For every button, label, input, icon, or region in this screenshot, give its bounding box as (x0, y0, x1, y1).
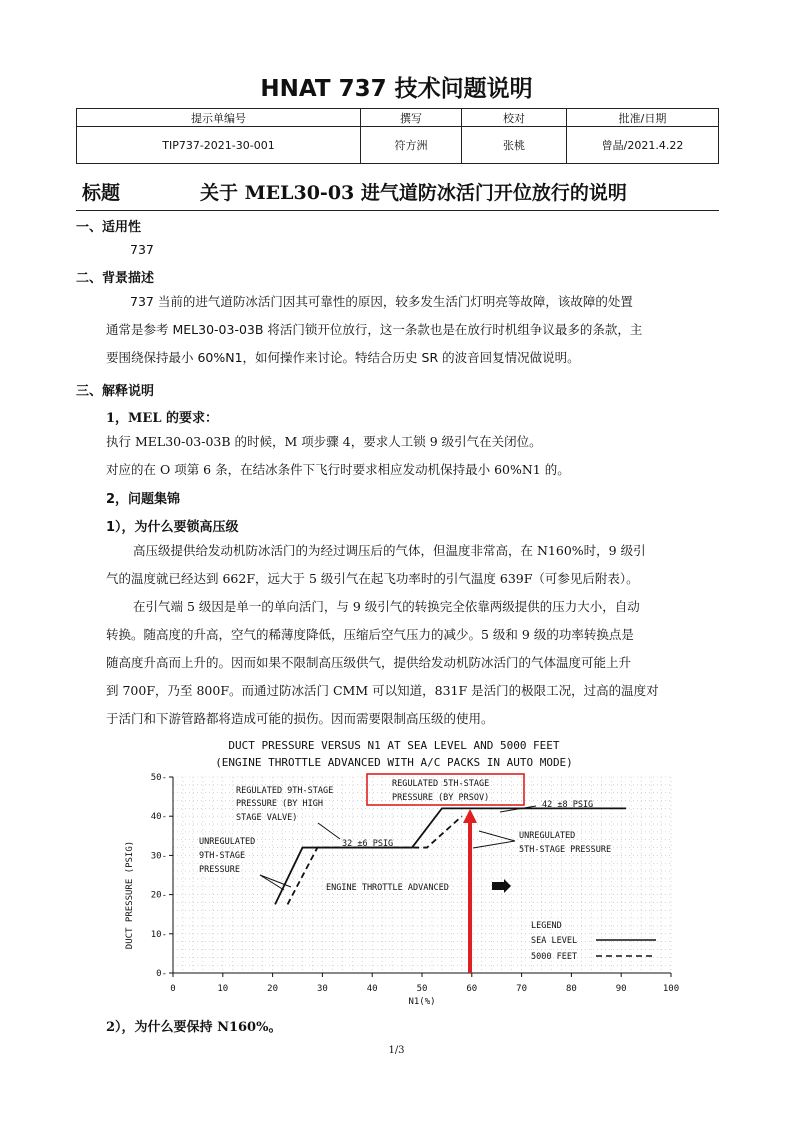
meta-header-number: 提示单编号 (77, 109, 361, 127)
meta-header-proofread: 校对 (462, 109, 567, 127)
annot-unreg5-2: 5TH-STAGE PRESSURE (519, 845, 612, 855)
x-tick-label: 90 (615, 984, 627, 994)
x-tick-label: 100 (662, 984, 680, 994)
y-tick-label: 10- (150, 929, 167, 940)
section-2-line-1: 737 当前的进气道防冰活门因其可靠性的原因，较多发生活门灯明亮等故障，该故障的处置 (130, 294, 633, 309)
x-tick-label: 10 (217, 984, 229, 994)
chart-subtitle: (ENGINE THROTTLE ADVANCED WITH A/C PACKS IN AUTO MODE) (215, 756, 573, 769)
mel-line-1: 执行 MEL30-03-03B 的时候，M 项步骤 4，要求人工锁 9 级引气在关闭位。 (106, 434, 542, 449)
annot-unreg9-1: UNREGULATED (199, 837, 256, 847)
x-tick-label: 60 (466, 984, 478, 994)
annot-unreg9-2: 9TH-STAGE (199, 851, 246, 861)
annot-reg9-2: PRESSURE (BY HIGH (236, 799, 323, 809)
annot-throttle: ENGINE THROTTLE ADVANCED (326, 883, 449, 893)
annot-unreg5-1: UNREGULATED (519, 831, 576, 841)
meta-value-number: TIP737-2021-30-001 (77, 127, 361, 164)
y-tick-label: 20- (150, 890, 167, 901)
x-tick-label: 80 (565, 984, 577, 994)
para-2-line-2: 转换。随高度的升高，空气的稀薄度降低，压缩后空气压力的减少。5 级和 9 级的功率转换点是 (106, 627, 634, 642)
meta-header-author: 撰写 (361, 109, 462, 127)
document-title: HNAT 737 技术问题说明 (260, 76, 533, 102)
legend-5000-feet-label: 5000 FEET (531, 952, 578, 962)
meta-value-proofread: 张桃 (462, 127, 567, 164)
x-tick-label: 30 (316, 984, 328, 994)
section-1-text: 737 (130, 242, 154, 257)
meta-value-author: 符方洲 (361, 127, 462, 164)
legend-sea-level-label: SEA LEVEL (531, 936, 578, 946)
x-tick-label: 0 (170, 984, 176, 994)
annot-reg9-3: STAGE VALVE) (236, 813, 298, 823)
para-2-line-1: 在引气端 5 级因是单一的单向活门，与 9 级引气的转换完全依靠两级提供的压力大小，自动 (133, 599, 640, 614)
section-2-line-3: 要围绕保持最小 60%N1，如何操作来讨论。特结合历史 SR 的波音回复情况做说明。 (106, 350, 580, 365)
annot-reg5-1: REGULATED 5TH-STAGE (392, 779, 490, 789)
mel-line-2: 对应的在 O 项第 6 条，在结冰条件下飞行时要求相应发动机保持最小 60%N1 的。 (106, 462, 570, 477)
page-number: 1/3 (388, 1045, 405, 1056)
meta-value-approval: 曾晶/2021.4.22 (567, 127, 719, 164)
meta-table (76, 108, 719, 164)
duct-pressure-chart (110, 735, 690, 1010)
x-tick-label: 40 (366, 984, 378, 994)
annot-reg9-1: REGULATED 9TH-STAGE (236, 786, 334, 796)
x-axis-label: N1(%) (408, 997, 436, 1007)
question-2-heading: 2），为什么要保持 N160%。 (106, 1020, 282, 1035)
section-2-line-2: 通常是参考 MEL30-03-03B 将活门锁开位放行，这一条款也是在放行时机组争议最多的条款，主 (106, 322, 643, 337)
subsection-faq-heading: 2，问题集锦 (106, 492, 181, 507)
para-2-line-3: 随高度升高而上升的。因而如果不限制高压级供气，提供给发动机防冰活门的气体温度可能上升 (106, 655, 632, 670)
x-tick-label: 70 (516, 984, 528, 994)
chart-title: DUCT PRESSURE VERSUS N1 AT SEA LEVEL AND 5000 FEET (228, 739, 560, 752)
annot-reg5-2: PRESSURE (BY PRSOV) (392, 793, 490, 803)
annot-reg9-value: 32 ±6 PSIG (342, 839, 394, 849)
chart-annotations (199, 779, 611, 962)
y-tick-label: 30- (150, 851, 167, 862)
para-2-line-4: 到 700F，乃至 800F。而通过防冰活门 CMM 可以知道，831F 是活门的极限工况，过高的温度对 (106, 683, 659, 698)
y-tick-label: 40- (150, 812, 167, 823)
x-tick-label: 20 (267, 984, 279, 994)
para-1-line-1: 高压级提供给发动机防冰活门的为经过调压后的气体，但温度非常高，在 N160%时，9 级引 (133, 543, 646, 558)
question-1-heading: 1），为什么要锁高压级 (106, 520, 239, 535)
y-tick-label: 0- (156, 969, 167, 979)
subsection-mel-heading: 1，MEL 的要求： (106, 411, 219, 426)
annot-reg5-value: 42 ±8 PSIG (542, 800, 594, 810)
x-tick-labels (170, 984, 679, 994)
red-highlight-arrow (463, 809, 477, 973)
section-3-heading: 三、解释说明 (76, 384, 155, 399)
annot-unreg9-3: PRESSURE (199, 865, 240, 875)
y-axis-label: DUCT PRESSURE (PSIG) (125, 840, 135, 950)
subject-label: 标题 (82, 182, 121, 204)
meta-header-approval: 批准/日期 (567, 109, 719, 127)
section-1-heading: 一、适用性 (76, 220, 142, 235)
legend-title: LEGEND (531, 921, 562, 931)
para-1-line-2: 气的温度就已经达到 662F，远大于 5 级引气在起飞功率时的引气温度 639F（可参见后附表）。 (106, 571, 639, 586)
x-tick-label: 50 (416, 984, 428, 994)
section-2-heading: 二、背景描述 (76, 271, 155, 286)
y-tick-labels (151, 773, 167, 979)
para-2-line-5: 于活门和下游管路都将造成可能的损伤。因而需要限制高压级的使用。 (106, 711, 494, 726)
subject-title: 关于 MEL30-03 进气道防冰活门开位放行的说明 (200, 182, 627, 204)
y-tick-label: 50- (150, 773, 167, 783)
